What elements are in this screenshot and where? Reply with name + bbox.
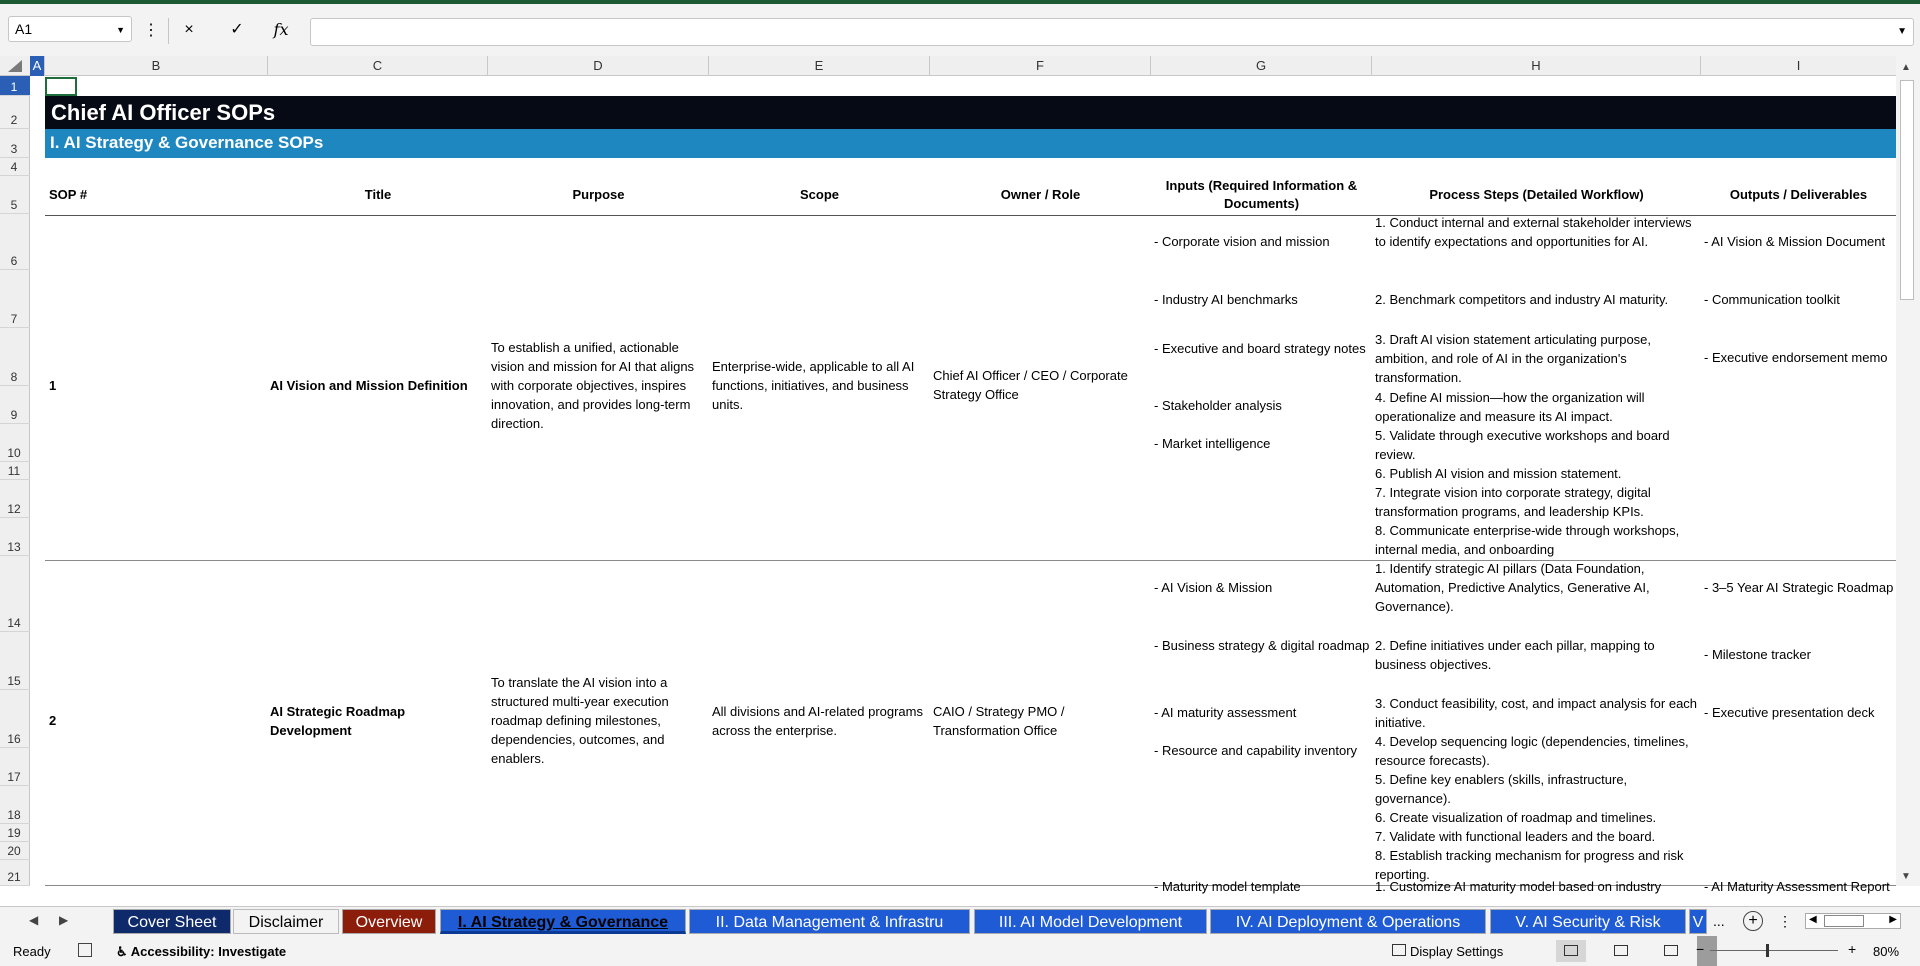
scroll-left-icon[interactable]: ◀ xyxy=(1809,914,1817,925)
page-break-icon xyxy=(1664,945,1678,956)
chevron-down-icon[interactable]: ▼ xyxy=(116,25,125,35)
row-header[interactable]: 2 xyxy=(0,96,30,129)
row-header[interactable]: 1 xyxy=(0,76,30,96)
process-step[interactable]: 3. Conduct feasibility, cost, and impact analysis for each initiative. xyxy=(1375,696,1698,730)
process-step[interactable]: 4. Develop sequencing logic (dependencies, timelines, resource forecasts). xyxy=(1375,734,1689,768)
process-step[interactable]: 1. Customize AI maturity model based on industry xyxy=(1375,879,1662,894)
row-header[interactable]: 14 xyxy=(0,556,30,632)
process-step[interactable]: 5. Define key enablers (skills, infrastructure, governance). xyxy=(1375,772,1628,806)
output-item[interactable]: - Communication toolkit xyxy=(1704,292,1840,307)
formula-bar xyxy=(0,4,1920,56)
scroll-right-icon[interactable]: ▶ xyxy=(1889,914,1897,925)
process-step[interactable]: 4. Define AI mission—how the organization will operationalize and measure its AI impact. xyxy=(1375,390,1645,424)
process-step[interactable]: 5. Validate through executive workshops and board review. xyxy=(1375,428,1670,462)
row-header[interactable]: 10 xyxy=(0,424,30,462)
page-break-preview-button[interactable] xyxy=(1656,940,1686,962)
sop-purpose[interactable]: To establish a unified, actionable vision and mission for AI that aligns with corporate objectives, inspires innovation, and provides long-term direction. xyxy=(491,340,695,431)
normal-view-button[interactable] xyxy=(1556,940,1586,962)
process-step[interactable]: 7. Validate with functional leaders and the board. xyxy=(1375,829,1656,844)
horizontal-scrollbar[interactable] xyxy=(1805,913,1901,929)
row-header[interactable]: 21 xyxy=(0,860,30,886)
process-step[interactable]: 3. Draft AI vision statement articulating purpose, ambition, and role of AI in the organization's transformation. xyxy=(1375,332,1652,385)
sop-owner[interactable]: CAIO / Strategy PMO / Transformation Office xyxy=(933,704,1065,738)
output-item[interactable]: - Milestone tracker xyxy=(1704,647,1811,662)
row-header[interactable]: 5 xyxy=(0,176,30,214)
row-header[interactable]: 4 xyxy=(0,158,30,176)
header-scope[interactable]: Scope xyxy=(799,186,839,202)
status-bar xyxy=(0,936,1920,966)
row-header[interactable]: 8 xyxy=(0,328,30,386)
page-layout-view-button[interactable] xyxy=(1606,940,1636,962)
name-box-value: A1 xyxy=(15,21,33,37)
name-box[interactable] xyxy=(8,16,132,42)
vertical-scrollbar[interactable] xyxy=(1896,56,1920,886)
page-layout-icon xyxy=(1614,945,1628,956)
input-item[interactable]: - Corporate vision and mission xyxy=(1154,234,1330,249)
row-header[interactable]: 18 xyxy=(0,786,30,824)
select-all-icon xyxy=(8,60,22,72)
scrollbar-thumb[interactable] xyxy=(1900,80,1914,300)
column-header-f[interactable]: F xyxy=(930,56,1151,76)
input-item[interactable]: - Business strategy & digital roadmap xyxy=(1154,638,1370,653)
process-step[interactable]: 2. Define initiatives under each pillar, mapping to business objectives. xyxy=(1375,638,1655,672)
zoom-out-icon[interactable]: − xyxy=(1696,941,1705,957)
expand-formula-icon[interactable]: ▼ xyxy=(1897,26,1907,37)
process-step[interactable]: 6. Create visualization of roadmap and timelines. xyxy=(1375,810,1657,825)
insert-function-icon[interactable]: fx xyxy=(273,20,289,39)
prev-sheet-icon[interactable]: ◀ xyxy=(29,913,39,927)
row-header[interactable]: 17 xyxy=(0,748,30,786)
process-step[interactable]: 6. Publish AI vision and mission statement. xyxy=(1375,466,1622,481)
input-item[interactable]: - Maturity model template xyxy=(1154,879,1301,894)
zoom-in-icon[interactable]: + xyxy=(1848,941,1857,957)
worksheet-grid[interactable] xyxy=(30,76,1896,894)
column-header-h[interactable]: H xyxy=(1372,56,1701,76)
input-item[interactable]: - Stakeholder analysis xyxy=(1154,398,1282,413)
status-ready: Ready xyxy=(13,944,51,959)
divider xyxy=(168,18,169,44)
enter-icon[interactable]: ✓ xyxy=(230,21,244,38)
row-header[interactable]: 16 xyxy=(0,690,30,748)
sop-number[interactable]: 1 xyxy=(49,378,57,393)
output-item[interactable]: - AI Vision & Mission Document xyxy=(1704,234,1886,249)
header-inputs[interactable]: Inputs (Required Information & Documents) xyxy=(1165,177,1358,211)
more-sheets-icon[interactable]: ... xyxy=(1713,913,1725,929)
tab-data-management[interactable]: II. Data Management & Infrastru xyxy=(689,909,970,934)
tab-partial[interactable]: V xyxy=(1689,909,1707,934)
header-process-steps[interactable]: Process Steps (Detailed Workflow) xyxy=(1429,186,1644,202)
column-header-g[interactable]: G xyxy=(1151,56,1372,76)
column-header-i[interactable]: I xyxy=(1796,58,1801,73)
header-owner[interactable]: Owner / Role xyxy=(1000,186,1081,202)
row-header[interactable]: 9 xyxy=(0,386,30,424)
tab-ai-strategy-governance[interactable]: I. AI Strategy & Governance xyxy=(440,909,686,934)
output-item[interactable]: - Executive presentation deck xyxy=(1704,705,1875,720)
row-header[interactable]: 12 xyxy=(0,480,30,518)
input-item[interactable]: - AI Vision & Mission xyxy=(1154,580,1273,595)
sheet-tab-bar xyxy=(0,906,1920,936)
tab-ai-deployment-operations[interactable]: IV. AI Deployment & Operations xyxy=(1210,909,1486,934)
display-settings-button[interactable]: Display Settings xyxy=(1410,944,1504,959)
tab-disclaimer[interactable]: Disclaimer xyxy=(233,909,339,934)
sop-purpose[interactable]: To translate the AI vision into a structured multi-year execution roadmap defining milestones, dependencies, outcomes, and enablers. xyxy=(491,675,669,766)
row-header[interactable]: 13 xyxy=(0,518,30,556)
sop-scope[interactable]: Enterprise-wide, applicable to all AI functions, initiatives, and business units. xyxy=(712,359,915,412)
header-title[interactable]: Title xyxy=(364,186,392,202)
row-header[interactable]: 11 xyxy=(0,462,30,480)
cancel-icon[interactable]: × xyxy=(184,21,194,38)
header-sop-number[interactable]: SOP # xyxy=(49,186,88,202)
next-sheet-icon[interactable]: ▶ xyxy=(59,913,69,927)
column-header-a[interactable]: A xyxy=(30,56,45,76)
sop-number[interactable]: 2 xyxy=(49,713,57,728)
sheet-title[interactable]: Chief AI Officer SOPs xyxy=(45,96,1896,129)
sop-scope[interactable]: All divisions and AI-related programs across the enterprise. xyxy=(712,704,923,738)
column-headers xyxy=(0,56,1920,76)
tab-ai-model-development[interactable]: III. AI Model Development xyxy=(974,909,1207,934)
display-settings-icon xyxy=(1392,944,1406,956)
row-header[interactable]: 15 xyxy=(0,632,30,690)
column-header-c[interactable]: C xyxy=(268,56,488,76)
row-header[interactable]: 20 xyxy=(0,842,30,860)
tab-overview[interactable]: Overview xyxy=(342,909,436,934)
input-item[interactable]: - Executive and board strategy notes xyxy=(1154,341,1366,356)
column-header-d[interactable]: D xyxy=(488,56,709,76)
row-header[interactable]: 6 xyxy=(0,214,30,270)
sop-title[interactable]: AI Strategic Roadmap Development xyxy=(270,704,406,738)
row-header[interactable]: 7 xyxy=(0,270,30,328)
add-sheet-icon[interactable]: + xyxy=(1743,911,1763,931)
tab-options-icon[interactable]: ⋮ xyxy=(1778,913,1792,929)
zoom-slider-thumb[interactable] xyxy=(1766,944,1769,957)
zoom-slider[interactable] xyxy=(1710,950,1838,951)
scroll-up-icon[interactable]: ▲ xyxy=(1901,62,1911,73)
header-outputs[interactable]: Outputs / Deliverables xyxy=(1729,186,1868,202)
input-item[interactable]: - Resource and capability inventory xyxy=(1154,743,1358,758)
process-step[interactable]: 2. Benchmark competitors and industry AI maturity. xyxy=(1375,292,1669,307)
select-all-button[interactable] xyxy=(0,56,30,76)
sop-owner[interactable]: Chief AI Officer / CEO / Corporate Strategy Office xyxy=(933,368,1128,402)
macro-recorder-icon[interactable] xyxy=(78,943,92,957)
process-step[interactable]: 8. Establish tracking mechanism for progress and risk reporting. xyxy=(1375,848,1684,882)
accessibility-icon: ♿︎ xyxy=(116,944,128,959)
column-header-b[interactable]: B xyxy=(45,56,268,76)
more-options-icon[interactable]: ⋮ xyxy=(143,22,159,39)
input-item[interactable]: - Industry AI benchmarks xyxy=(1154,292,1298,307)
process-step[interactable]: 7. Integrate vision into corporate strategy, digital transformation programs, and leadership KPIs. xyxy=(1375,485,1651,519)
output-item[interactable]: - AI Maturity Assessment Report xyxy=(1704,879,1890,894)
scroll-down-icon[interactable]: ▼ xyxy=(1901,871,1911,882)
column-header-e[interactable]: E xyxy=(709,56,930,76)
normal-view-icon xyxy=(1564,945,1578,956)
process-step[interactable]: 1. Identify strategic AI pillars (Data Foundation, Automation, Predictive Analytics, Generative AI, Governance). xyxy=(1375,561,1650,614)
tab-ai-security-risk[interactable]: V. AI Security & Risk xyxy=(1490,909,1686,934)
sop-title[interactable]: AI Vision and Mission Definition xyxy=(270,378,468,393)
row-headers xyxy=(0,76,30,886)
process-step[interactable]: 8. Communicate enterprise-wide through workshops, internal media, and onboarding xyxy=(1375,523,1680,557)
process-step[interactable]: 1. Conduct internal and external stakeholder interviews to identify expectations and opportunities for AI. xyxy=(1375,215,1692,249)
section-heading[interactable]: I. AI Strategy & Governance SOPs xyxy=(45,129,1896,158)
formula-input[interactable] xyxy=(310,18,1914,46)
output-item[interactable]: - Executive endorsement memo xyxy=(1704,350,1888,365)
zoom-level[interactable]: 80% xyxy=(1873,944,1900,959)
row-header[interactable]: 19 xyxy=(0,824,30,842)
row-header[interactable]: 3 xyxy=(0,129,30,158)
accessibility-status[interactable]: ♿︎ Accessibility: Investigate xyxy=(116,944,287,959)
scrollbar-thumb[interactable] xyxy=(1824,915,1864,927)
active-cell-a1[interactable] xyxy=(45,77,77,96)
tab-cover-sheet[interactable]: Cover Sheet xyxy=(113,909,231,934)
header-purpose[interactable]: Purpose xyxy=(572,186,625,202)
input-item[interactable]: - AI maturity assessment xyxy=(1154,705,1297,720)
input-item[interactable]: - Market intelligence xyxy=(1154,436,1271,451)
output-item[interactable]: - 3–5 Year AI Strategic Roadmap xyxy=(1704,580,1894,595)
